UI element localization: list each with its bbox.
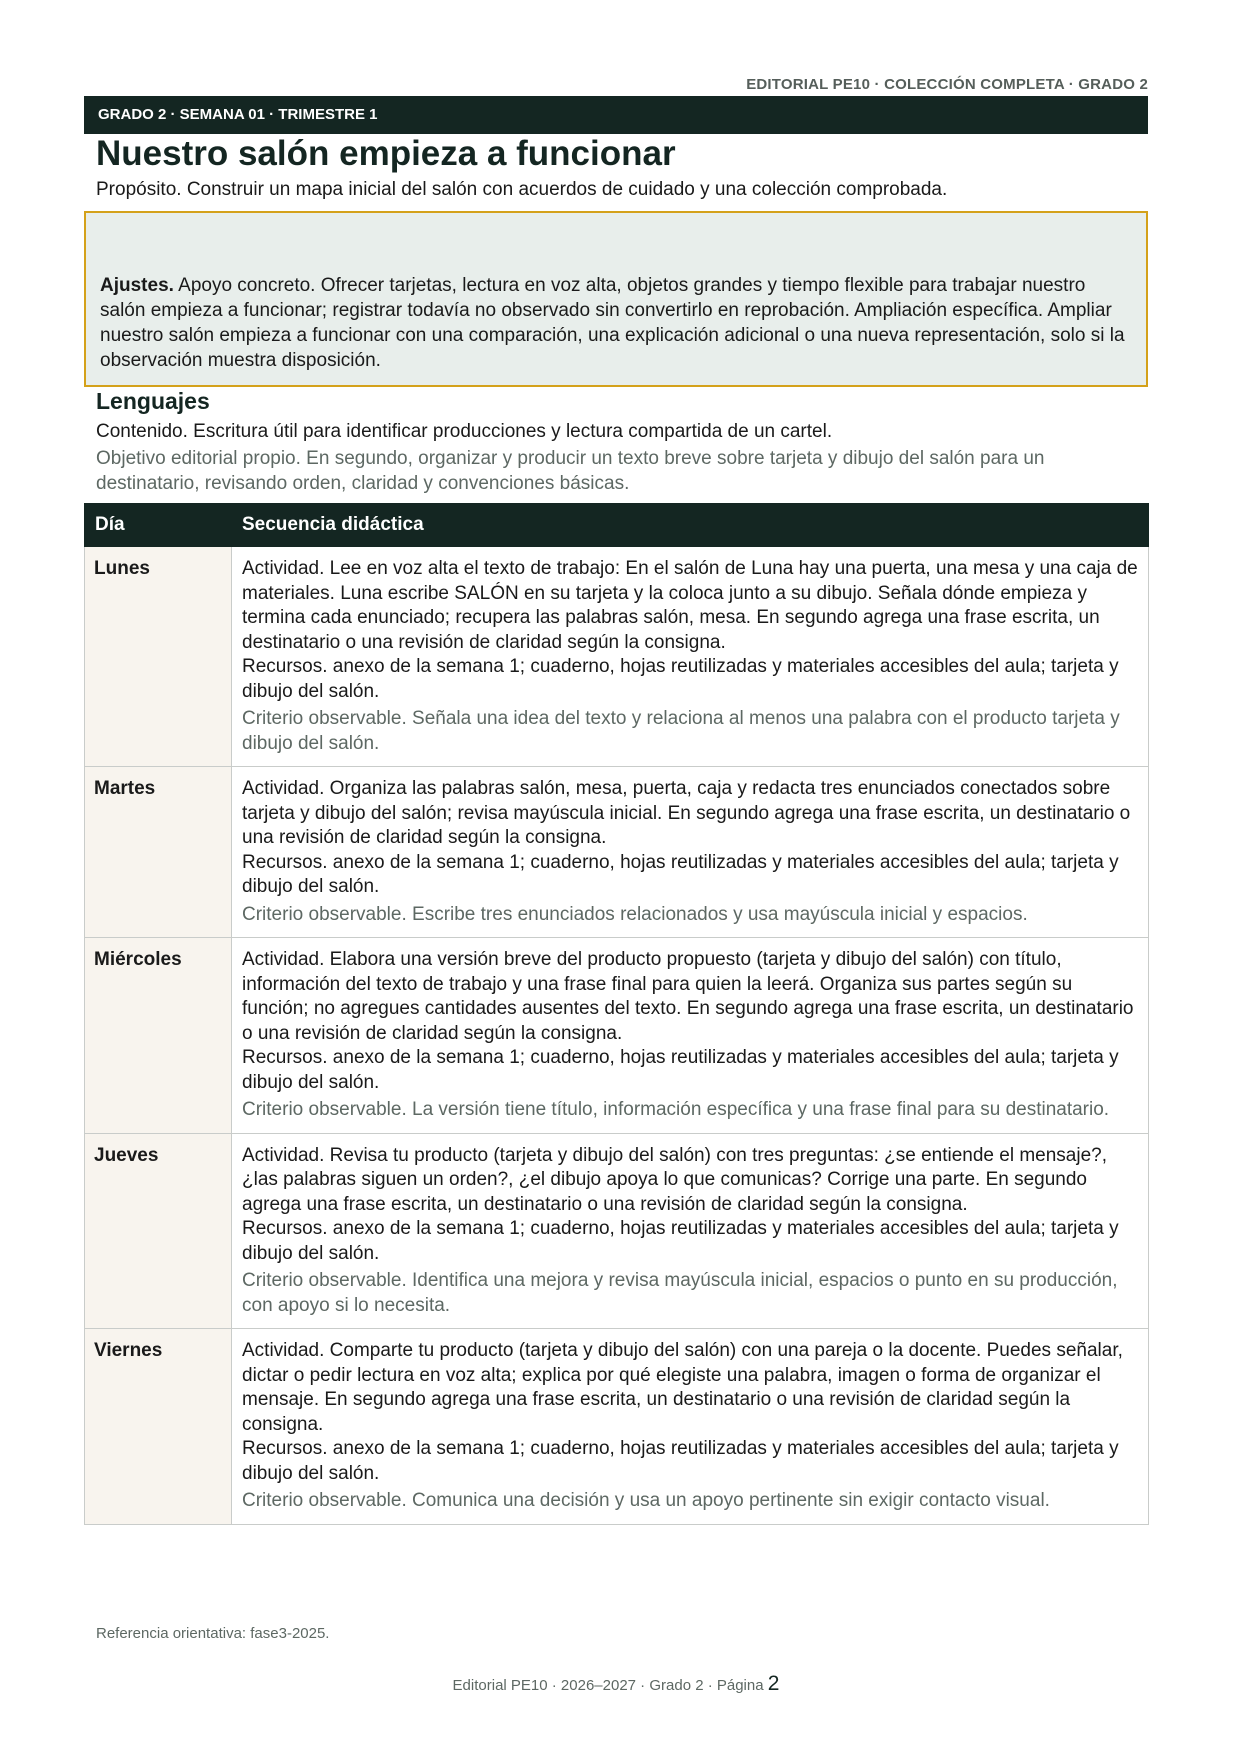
sequence-cell	[232, 1133, 1149, 1329]
sequence-cell	[232, 938, 1149, 1134]
activity-text: Actividad. Elabora una versión breve del producto propuesto (tarjeta y dibujo del salón) con título, información del texto de trabajo y una frase final para quien la leerá. Organiza sus partes según su función; no agregues cantidades ausentes del texto. En segundo agrega una frase escrita, un destinatario o una revisión de claridad según la consigna.	[242, 949, 1134, 1044]
day-cell: Viernes	[85, 1329, 232, 1525]
sequence-cell	[232, 547, 1149, 767]
adjustments-box	[84, 211, 1148, 387]
activity-text: Actividad. Revisa tu producto (tarjeta y dibujo del salón) con tres preguntas: ¿se entiende el mensaje?, ¿las palabras siguen un orden?, ¿el dibujo apoya lo que comunicas? Corrige una parte. En segundo agrega una frase escrita, un destinatario o una revisión de claridad según la consigna.	[242, 1144, 1107, 1215]
reference-note: Referencia orientativa: fase3-2025.	[96, 1625, 330, 1642]
day-cell: Jueves	[85, 1133, 232, 1329]
table-row	[85, 1329, 1149, 1525]
adjustments-text: Apoyo concreto. Ofrecer tarjetas, lectura en voz alta, objetos grandes y tiempo flexible para trabajar nuestro salón empieza a funcionar; registrar todavía no observado sin convertirlo en reprobación. Ampliación específica. Ampliar nuestro salón empieza a funcionar con una comparación, una explicación adicional o una nueva representación, solo si la observación muestra disposición.	[100, 275, 1125, 371]
activity-text: Actividad. Lee en voz alta el texto de trabajo: En el salón de Luna hay una puerta, una mesa y una caja de materiales. Luna escribe SALÓN en su tarjeta y la coloca junto a su dibujo. Señala dónde empieza y termina cada enunciado; recupera las palabras salón, mesa. En segundo agrega una frase escrita, un destinatario o una revisión de claridad según la consigna.	[242, 558, 1138, 653]
day-cell: Martes	[85, 767, 232, 938]
resources-text: Recursos. anexo de la semana 1; cuaderno, hojas reutilizadas y materiales accesibles del aula; tarjeta y dibujo del salón.	[242, 1438, 1119, 1484]
section-title: Lenguajes	[96, 388, 210, 414]
activity-text: Actividad. Organiza las palabras salón, mesa, puerta, caja y redacta tres enunciados conectados sobre tarjeta y dibujo del salón; revisa mayúscula inicial. En segundo agrega una frase escrita, un destinatario o una revisión de claridad según la consigna.	[242, 778, 1131, 848]
resources-text: Recursos. anexo de la semana 1; cuaderno, hojas reutilizadas y materiales accesibles del aula; tarjeta y dibujo del salón.	[242, 1047, 1119, 1093]
resources-text: Recursos. anexo de la semana 1; cuaderno, hojas reutilizadas y materiales accesibles del aula; tarjeta y dibujo del salón.	[242, 851, 1119, 897]
table-row	[85, 1133, 1149, 1329]
running-header: EDITORIAL PE10 · COLECCIÓN COMPLETA · GRADO 2	[746, 76, 1148, 93]
resources-text: Recursos. anexo de la semana 1; cuaderno, hojas reutilizadas y materiales accesibles del aula; tarjeta y dibujo del salón.	[242, 656, 1119, 702]
section-content: Contenido. Escritura útil para identificar producciones y lectura compartida de un cartel.	[96, 421, 833, 442]
criterion-text: Criterio observable. Señala una idea del texto y relaciona al menos una palabra con el producto tarjeta y dibujo del salón.	[242, 708, 1120, 754]
section-objective: Objetivo editorial propio. En segundo, organizar y producir un texto breve sobre tarjeta y dibujo del salón para un destinatario, revisando orden, claridad y convenciones básicas.	[96, 448, 1045, 494]
day-cell: Lunes	[85, 547, 232, 767]
column-header-day: Día	[85, 504, 232, 547]
week-band: GRADO 2 · SEMANA 01 · TRIMESTRE 1	[84, 96, 1148, 134]
page-number: 2	[767, 1672, 780, 1695]
criterion-text: Criterio observable. Escribe tres enunciados relacionados y usa mayúscula inicial y espacios.	[242, 903, 1028, 925]
activity-text: Actividad. Comparte tu producto (tarjeta y dibujo del salón) con una pareja o la docente. Puedes señalar, dictar o pedir lectura en voz alta; explica por qué elegiste una palabra, imagen o forma de organizar el mensaje. En segundo agrega una frase escrita, un destinatario o una revisión de claridad según la consigna.	[242, 1340, 1123, 1435]
sequence-cell	[232, 767, 1149, 938]
sequence-cell	[232, 1329, 1149, 1525]
page-title: Nuestro salón empieza a funcionar	[96, 134, 676, 173]
criterion-text: Criterio observable. Comunica una decisión y usa un apoyo pertinente sin exigir contacto visual.	[242, 1490, 1050, 1511]
adjustments-label: Ajustes.	[100, 275, 174, 296]
purpose-text: Propósito. Construir un mapa inicial del salón con acuerdos de cuidado y una colección comprobada.	[96, 179, 948, 200]
criterion-text: Criterio observable. Identifica una mejora y revisa mayúscula inicial, espacios o punto en su producción, con apoyo si lo necesita.	[242, 1270, 1118, 1316]
day-cell: Miércoles	[85, 938, 232, 1134]
page-footer	[84, 1672, 1148, 1696]
sequence-table	[84, 503, 1149, 1525]
column-header-sequence: Secuencia didáctica	[232, 504, 1149, 547]
table-header-row	[85, 504, 1149, 547]
criterion-text: Criterio observable. La versión tiene título, información específica y una frase final para su destinatario.	[242, 1099, 1110, 1120]
footer-text: Editorial PE10 · 2026–2027 · Grado 2 · Página	[452, 1677, 768, 1694]
table-row	[85, 547, 1149, 767]
table-row	[85, 938, 1149, 1134]
resources-text: Recursos. anexo de la semana 1; cuaderno, hojas reutilizadas y materiales accesibles del aula; tarjeta y dibujo del salón.	[242, 1218, 1119, 1264]
table-row	[85, 767, 1149, 938]
